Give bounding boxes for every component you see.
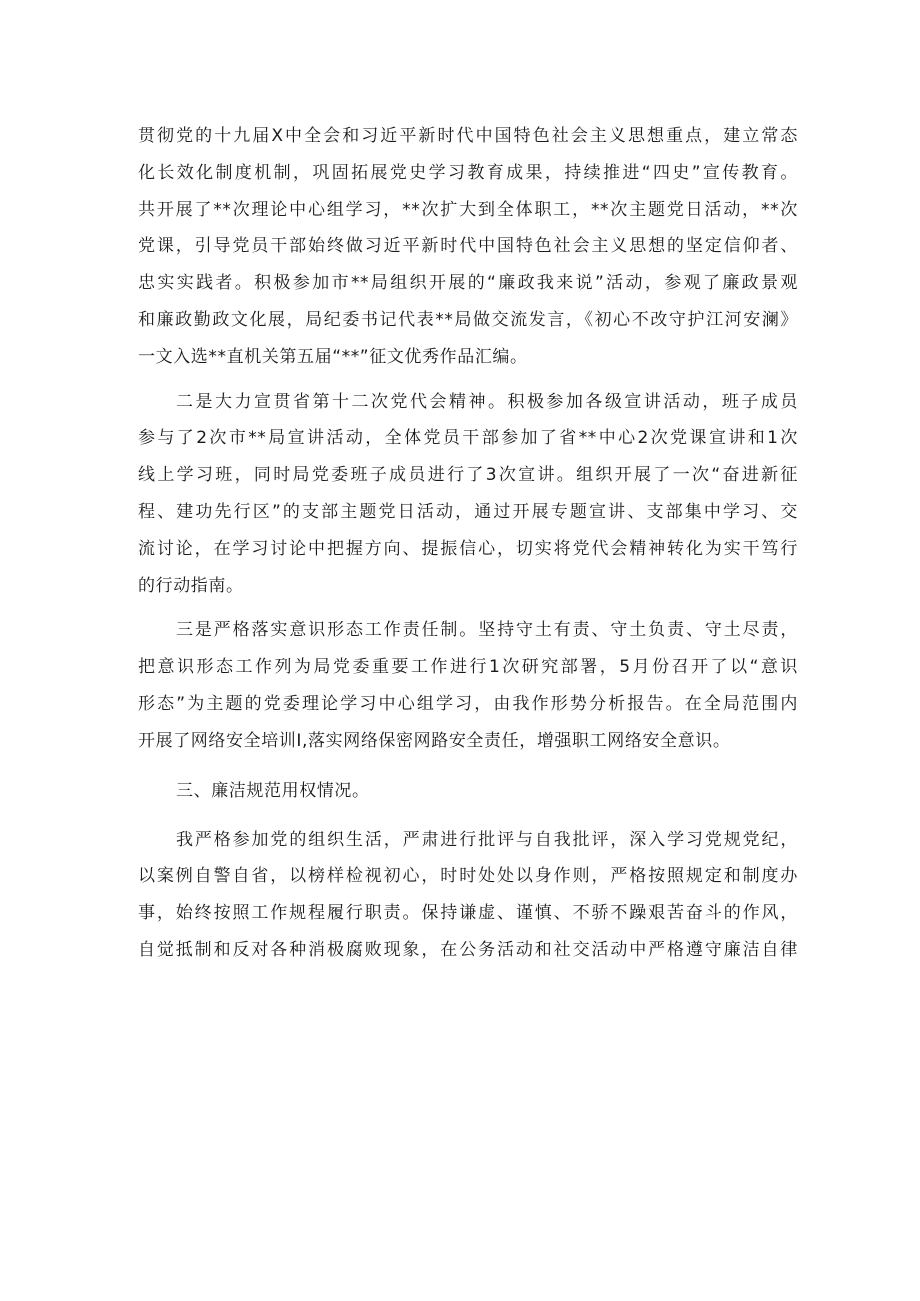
text-line: 忠实实践者。积极参加市**局组织开展的“廉政我来说”活动，参观了廉政景观 bbox=[138, 273, 798, 294]
text-line: 自觉抵制和反对各种消极腐败现象，在公务活动和社交活动中严格遵守廉洁自律 bbox=[138, 939, 798, 960]
text-line: 二是大力宣贯省第十二次党代会精神。积极参加各级宣讲活动，班子成员 bbox=[176, 391, 798, 412]
section-heading bbox=[138, 768, 798, 814]
text-line: 共开展了**次理论中心组学习，**次扩大到全体职工，**次主题党日活动，**次 bbox=[138, 199, 798, 220]
text-line: 一文入选**直机关第五届“**”征文优秀作品汇编。 bbox=[138, 346, 528, 367]
paragraph-gap bbox=[138, 376, 798, 384]
text-line: 把意识形态工作列为局党委重要工作进行1次研究部署，5月份召开了以“意识 bbox=[138, 657, 798, 678]
paragraph-party-congress bbox=[138, 384, 798, 605]
text-line: 以案例自警自省，以榜样检视初心，时时处处以身作则，严格按照规定和制度办 bbox=[138, 866, 798, 887]
paragraph-gap bbox=[138, 760, 798, 768]
paragraph-integrity bbox=[138, 822, 798, 969]
text-line: 程、建功先行区”的支部主题党日活动，通过开展专题宣讲、支部集中学习、交 bbox=[138, 501, 798, 522]
text-line: 形态”为主题的党委理论学习中心组学习，由我作形势分析报告。在全局范围内 bbox=[138, 693, 798, 714]
paragraph-gap bbox=[138, 604, 798, 612]
text-line: 我严格参加党的组织生活，严肃进行批评与自我批评，深入学习党规党纪， bbox=[176, 829, 798, 850]
text-line: 的行动指南。 bbox=[138, 575, 244, 596]
text-line: 贯彻党的十九届X中全会和习近平新时代中国特色社会主义思想重点，建立常态 bbox=[138, 126, 798, 146]
text-line: 和廉政勤政文化展，局纪委书记代表**局做交流发言，《初心不改守护江河安澜》 bbox=[138, 309, 798, 330]
text-line: 参与了2次市**局宣讲活动，全体党员干部参加了省**中心2次党课宣讲和1次 bbox=[138, 428, 798, 449]
section-heading-text: 三、廉洁规范用权情况。 bbox=[176, 780, 370, 801]
paragraph-theory-study bbox=[138, 118, 798, 376]
text-line: 线上学习班，同时局党委班子成员进行了3次宣讲。组织开展了一次“奋进新征 bbox=[138, 465, 798, 486]
text-line: 流讨论，在学习讨论中把握方向、提振信心，切实将党代会精神转化为实干笃行 bbox=[138, 538, 798, 559]
text-line: 党课，引导党员干部始终做习近平新时代中国特色社会主义思想的坚定信仰者、 bbox=[138, 236, 798, 257]
document-body bbox=[138, 118, 798, 969]
text-line: 化长效化制度机制，巩固拓展党史学习教育成果，持续推进“四史”宣传教育。 bbox=[138, 162, 798, 183]
paragraph-gap bbox=[138, 814, 798, 822]
paragraph-ideology bbox=[138, 612, 798, 759]
text-line: 开展了网络安全培训I,落实网络保密网路安全责任，增强职工网络安全意识。 bbox=[138, 730, 731, 751]
text-line: 事，始终按照工作规程履行职责。保持谦虚、谨慎、不骄不躁艰苦奋斗的作风， bbox=[138, 903, 798, 924]
text-line: 三是严格落实意识形态工作责任制。坚持守土有责、守土负责、守土尽责， bbox=[176, 620, 798, 641]
